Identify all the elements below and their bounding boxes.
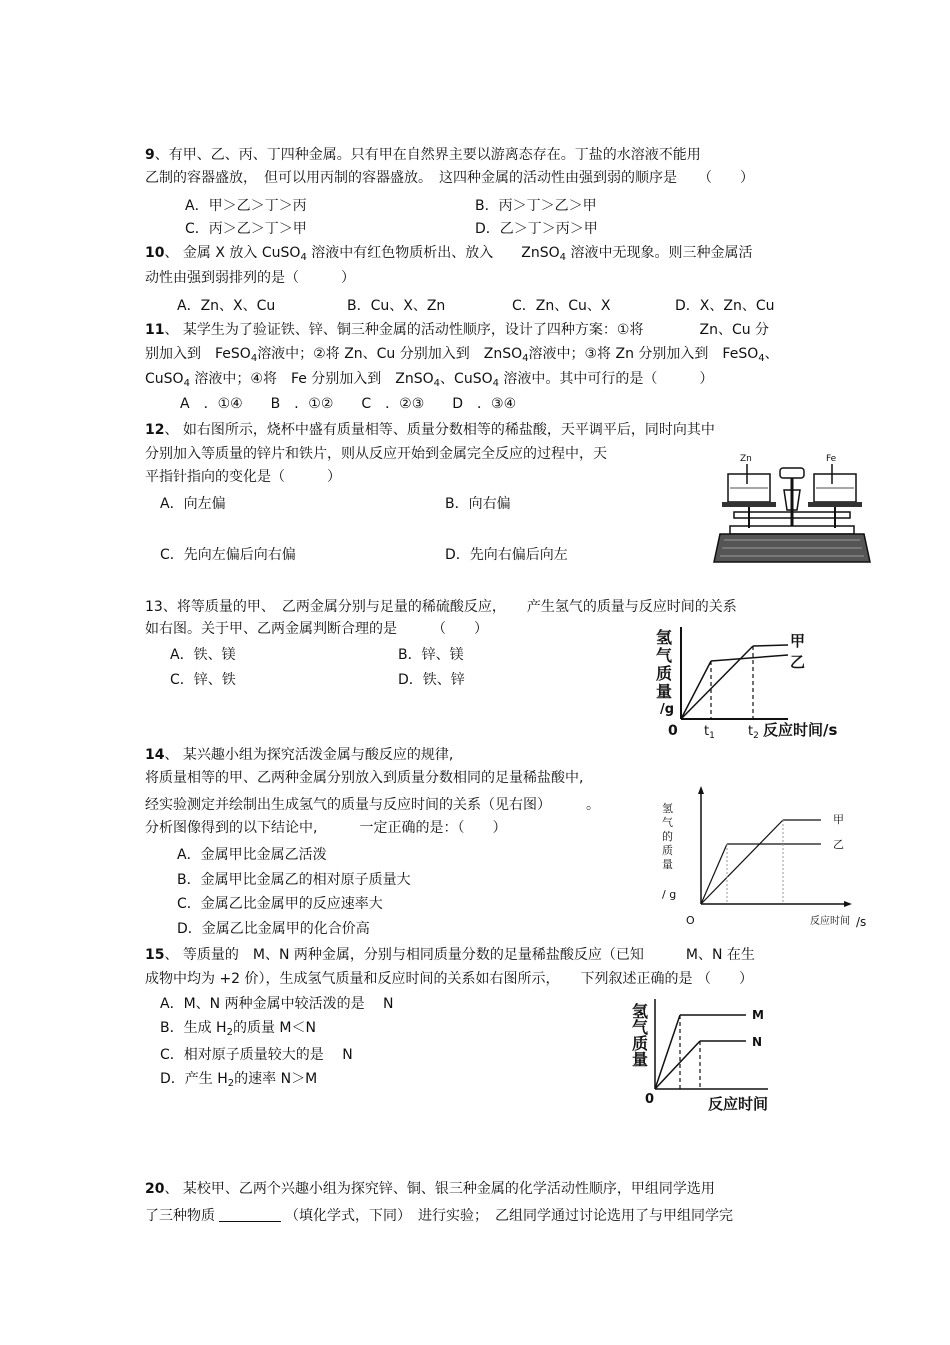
q15-legend-n: N	[752, 1035, 763, 1049]
q13-xlabel: 反应时间/s	[763, 721, 838, 739]
q14-text: 、 某兴趣小组为探究活泼金属与酸反应的规律,	[164, 747, 454, 763]
q11-number: 11	[145, 322, 165, 338]
q12-stem-line3: 平指针指向的变化是（ ）	[145, 469, 341, 485]
q14-line-b-rise	[701, 844, 727, 904]
q15-chart	[628, 995, 788, 1117]
q15-line-n-rise	[655, 1041, 700, 1089]
q14-number: 14	[145, 747, 165, 763]
q10-number: 10	[145, 245, 165, 261]
q12-text: 、 如右图所示，烧杯中盛有质量相等、质量分数相等的稀盐酸，天平调平后，同时向其中	[164, 422, 715, 438]
q13-stem-line1: 13、将等质量的甲、 乙两金属分别与足量的稀硫酸反应， 产生氢气的质量与反应时间的关系	[145, 599, 737, 615]
q14-ylabel-0: 氢	[662, 802, 673, 815]
q13-line-a-rise	[681, 646, 753, 719]
q11-text: 、 某学生为了验证铁、锌、铜三种金属的活动性顺序，设计了四种方案：①将 Zn、Cu 分	[164, 322, 770, 338]
q9-number: 9	[145, 147, 155, 163]
q11-sub4: 4	[183, 378, 190, 389]
q11-stem-line2	[145, 344, 779, 369]
q15-option-a[interactable]: A．M、N 两种金属中较活泼的是 N	[160, 996, 394, 1012]
q20-text: 、 某校甲、乙两个兴趣小组为探究锌、铜、银三种金属的化学活动性顺序，甲组同学选用	[164, 1181, 715, 1197]
q15-option-d-text-b: 的速率 N＞M	[234, 1071, 318, 1087]
q9-text: 、有甲、乙、丙、丁四种金属。只有甲在自然界主要以游离态存在。丁盐的水溶液不能用	[154, 147, 701, 163]
q11-text-3a: CuSO	[145, 371, 184, 387]
q13-t1: $t_1$	[704, 724, 715, 741]
q10-option-c[interactable]: C．Zn、Cu、X	[512, 298, 611, 314]
q11-text-2b: 溶液中；②将 Zn、Cu 分别加入到 ZnSO	[257, 346, 523, 362]
q11-sub1: 4	[250, 353, 258, 364]
q10-stem-line1	[145, 243, 752, 268]
q13-ylabel-1: 气	[656, 646, 673, 665]
q14-stem-line1	[145, 745, 453, 765]
right-pan	[808, 502, 862, 507]
q14-stem-line2: 将质量相等的甲、乙两种金属分别放入到质量分数相同的足量稀盐酸中,	[145, 770, 584, 786]
q11-sub2: 4	[522, 353, 529, 364]
q15-xlabel: 反应时间	[708, 1095, 769, 1113]
q20-text-2a: 了三种物质	[145, 1208, 215, 1224]
q20-stem-line2	[145, 1206, 733, 1226]
zn-label: Zn	[740, 454, 752, 464]
q14-option-d[interactable]: D．金属乙比金属甲的化合价高	[177, 921, 370, 937]
q9-stem-line1	[145, 145, 701, 165]
q11-text-3b: 溶液中；④将 Fe 分别加入到 ZnSO	[189, 371, 434, 387]
q14-option-a[interactable]: A．金属甲比金属乙活泼	[177, 847, 327, 863]
q10-text-a: 、 金属 X 放入 CuSO	[164, 245, 301, 261]
q14-stem-line3: 经实验测定并绘制出生成氢气的质量与反应时间的关系（见右图） 。	[145, 797, 600, 813]
q11-options[interactable]: A ．①④ B ．①② C ．②③ D ．③④	[180, 396, 517, 412]
q9-option-c[interactable]: C．丙＞乙＞丁＞甲	[185, 221, 307, 237]
balance-figure	[712, 450, 872, 575]
q13-legend-b: 乙	[790, 653, 806, 671]
q15-legend-m: M	[752, 1008, 764, 1022]
q12-option-a[interactable]: A．向左偏	[160, 496, 226, 512]
q13-option-b[interactable]: B．锌、镁	[398, 647, 464, 663]
q15-number: 15	[145, 947, 165, 963]
q14-ylabel-4: 量	[662, 858, 673, 871]
q15-ylabel-2: 质	[632, 1034, 649, 1053]
q15-ylabel-0: 氢	[632, 1002, 649, 1021]
q11-stem-line3	[145, 369, 713, 394]
q11-text-2a: 别加入到 FeSO	[145, 346, 251, 362]
q15-stem-line2: 成物中均为 +2 价），生成氢气质量和反应时间的关系如右图所示， 下列叙述正确的是 （ ）	[145, 971, 753, 987]
q13-ylabel-0: 氢	[656, 628, 673, 647]
q20-answer-blank[interactable]	[219, 1207, 281, 1222]
q13-ylabel-2: 质	[656, 664, 673, 683]
q15-option-d[interactable]	[160, 1069, 317, 1094]
q14-ylabel-2: 的	[662, 830, 673, 843]
q12-option-d[interactable]: D．先向右偏后向左	[445, 547, 568, 563]
q15-option-c[interactable]: C．相对原子质量较大的是 N	[160, 1047, 353, 1063]
q9-stem-line2: 乙制的容器盛放， 但可以用丙制的容器盛放。 这四种金属的活动性由强到弱的顺序是 （ ）	[145, 170, 754, 186]
q10-option-a[interactable]: A．Zn、X、Cu	[177, 298, 276, 314]
q11-text-2c: 溶液中；③将 Zn 分别加入到 FeSO	[528, 346, 759, 362]
q10-sub1: 4	[300, 252, 307, 263]
q20-number: 20	[145, 1181, 165, 1197]
q13-ylabel-4: /g	[660, 702, 675, 717]
q20-stem-line1	[145, 1179, 715, 1199]
q10-stem-line2: 动性由强到弱排列的是（ ）	[145, 270, 355, 286]
q14-option-c[interactable]: C．金属乙比金属甲的反应速率大	[177, 896, 383, 912]
q11-sub3: 4	[758, 353, 765, 364]
q11-stem-line1	[145, 320, 769, 340]
q12-option-b[interactable]: B．向右偏	[445, 496, 511, 512]
q10-option-d[interactable]: D．X、Zn、Cu	[675, 298, 775, 314]
q9-option-d[interactable]: D．乙＞丁＞丙＞甲	[475, 221, 598, 237]
q11-text-3c: 、CuSO	[440, 371, 493, 387]
q10-text-b: 溶液中有红色物质析出、放入 ZnSO	[306, 245, 560, 261]
q15-ylabel-3: 量	[632, 1050, 649, 1069]
q14-chart	[656, 782, 876, 932]
q14-legend-a: 甲	[833, 813, 844, 826]
q20-text-2b: （填化学式，下同） 进行实验； 乙组同学通过讨论选用了与甲组同学完	[285, 1208, 733, 1224]
q15-option-d-sub: 2	[227, 1078, 235, 1089]
q13-origin: 0	[668, 723, 678, 739]
q15-option-b[interactable]	[160, 1018, 316, 1043]
q14-ylabel-1: 气	[662, 816, 673, 829]
q15-stem-line1	[145, 945, 755, 965]
q15-option-d-text-a: D．产生 H	[160, 1071, 228, 1087]
q13-legend-a: 甲	[790, 632, 806, 650]
q10-option-b[interactable]: B．Cu、X、Zn	[347, 298, 446, 314]
q13-option-d[interactable]: D．铁、锌	[398, 672, 465, 688]
q13-stem-line2: 如右图。关于甲、乙两金属判断合理的是 （ ）	[145, 621, 488, 637]
q15-option-b-text-a: B．生成 H	[160, 1020, 227, 1036]
q10-text-c: 溶液中无现象。则三种金属活	[566, 245, 753, 261]
q11-sub5: 4	[433, 378, 441, 389]
q13-line-b-flat	[711, 655, 788, 661]
q13-ylabel-3: 量	[656, 682, 673, 701]
q9-option-b[interactable]: B．丙＞丁＞乙＞甲	[475, 198, 597, 214]
q15-origin: 0	[645, 1092, 655, 1107]
q14-line-a-rise	[701, 820, 783, 904]
q15-line-m-rise	[655, 1015, 680, 1089]
q13-option-c[interactable]: C．锌、铁	[170, 672, 236, 688]
q15-ylabel-1: 气	[632, 1018, 649, 1037]
q14-legend-b: 乙	[833, 838, 844, 851]
q14-stem-line4: 分析图像得到的以下结论中, 一定正确的是：（ ）	[145, 820, 507, 836]
q14-ylabel-3: 质	[662, 844, 673, 857]
q9-option-a[interactable]: A．甲＞乙＞丁＞丙	[185, 198, 307, 214]
q10-sub2: 4	[559, 252, 567, 263]
fe-label: Fe	[826, 454, 837, 464]
q13-line-a-flat	[753, 645, 788, 646]
q14-origin: O	[686, 914, 695, 927]
q13-chart	[648, 625, 848, 745]
left-pan	[722, 502, 776, 507]
q13-t2: $t_2$	[748, 724, 759, 741]
q12-option-c[interactable]: C．先向左偏后向右偏	[160, 547, 296, 563]
q15-option-b-text-b: 的质量 M＜N	[232, 1020, 316, 1036]
q15-option-b-sub: 2	[226, 1027, 233, 1038]
q12-stem-line2: 分别加入等质量的锌片和铁片，则从反应开始到金属完全反应的过程中，天	[145, 446, 607, 462]
q13-line-b-rise	[681, 661, 711, 719]
q11-text-2d: 、	[764, 346, 779, 362]
q11-sub6: 4	[492, 378, 499, 389]
q14-xlabel: 反应时间	[810, 916, 850, 927]
q14-xunit: /s	[856, 915, 867, 929]
q14-yunit: / g	[662, 888, 677, 901]
q15-text: 、 等质量的 M、N 两种金属，分别与相同质量分数的足量稀盐酸反应（已知 M、N 在生	[164, 947, 755, 963]
q12-number: 12	[145, 422, 165, 438]
q12-stem-line1	[145, 420, 715, 440]
q13-option-a[interactable]: A．铁、镁	[170, 647, 236, 663]
q11-text-3d: 溶液中。其中可行的是（ ）	[498, 371, 714, 387]
q14-option-b[interactable]: B．金属甲比金属乙的相对原子质量大	[177, 872, 411, 888]
